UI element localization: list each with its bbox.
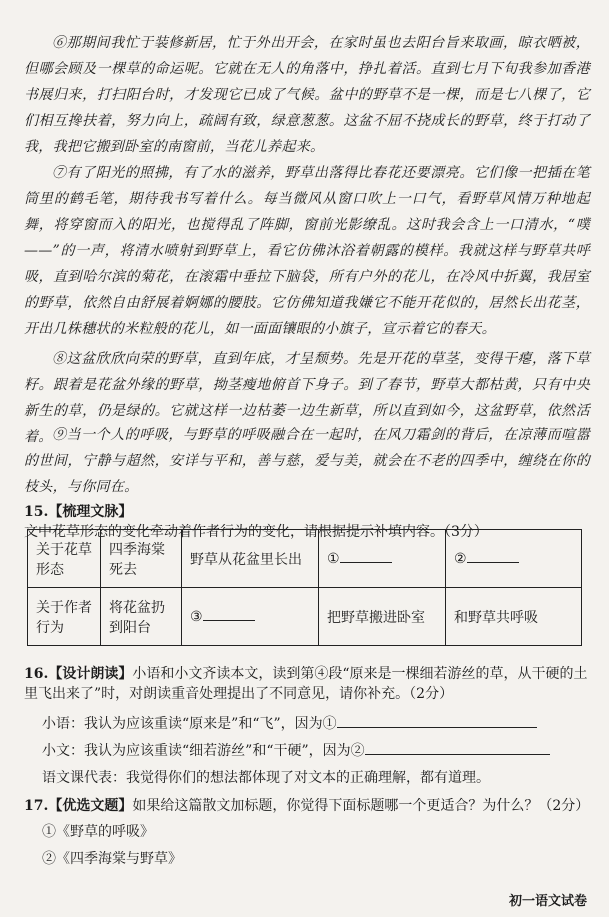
answer-blank-1[interactable] [340, 550, 392, 563]
passage-paragraph-7: ⑦有了阳光的照拂，有了水的滋养，野草出落得比春花还要漂亮。它们像一把插在笔筒里的鹤毛笔，期待我书写着什么。每当微风从窗口吹上一口气，看野草风情万种地起舞，将穿窗而入的阳光，也搅得乱了阵脚，窗前光影缭乱。这时我会含上一口清水，“噗——”的一声，将清水喷射到野草上，看它仿佛沐浴着朝露的模样。我就这样与野草共呼吸，直到哈尔滨的菊花，在滚霜中垂拉下脑袋，所有户外的花儿，在冷风中折翼，我居室的野草，依然自由舒展着婀娜的腰肢。它仿佛知道我嫌它不能开花似的，居然长出花茎，开出几株穗状的米粒般的花儿，如一面面镶眼的小旗子，宣示着它的春天。 [24, 165, 590, 337]
answer-cell-1[interactable] [319, 530, 446, 588]
table-cell: 和野草共呼吸 [446, 588, 582, 646]
xiaowen-text: 小文：我认为应该重读“细若游丝”和“干硬”，因为② [42, 743, 365, 759]
question-17 [24, 796, 594, 816]
question-17-option-2: ②《四季海棠与野草》 [42, 851, 182, 867]
question-16-tag: 16.【设计朗读】 [24, 666, 133, 682]
question-17-option-1: ①《野草的呼吸》 [42, 824, 154, 840]
answer-blank-q16-1[interactable] [337, 715, 537, 728]
question-17-tag: 17.【优选文题】 [24, 798, 133, 814]
answer-blank-3[interactable] [203, 608, 255, 621]
question-15-text: 文中花草形态的变化牵动着作者行为的变化，请根据提示补填内容。（3分） [24, 524, 488, 540]
table-cell: 四季海棠死去 [101, 530, 182, 588]
table-row [28, 530, 582, 588]
blank-label-2: ② [454, 551, 467, 567]
answer-cell-2[interactable] [446, 530, 582, 588]
table-row [28, 588, 582, 646]
table-cell: 将花盆扔到阳台 [101, 588, 182, 646]
answer-blank-q16-2[interactable] [365, 742, 550, 755]
answer-blank-2[interactable] [467, 550, 519, 563]
passage-paragraph-9: ⑨当一个人的呼吸，与野草的呼吸融合在一起时，在风刀霜剑的背后，在凉薄而喧嚣的世间，宁静与超然，安详与平和，善与慈，爱与美，就会在不老的四季中，缠绕在你的枝头，与你同在。 [24, 427, 590, 495]
blank-label-1: ① [327, 551, 340, 567]
question-16 [24, 664, 594, 704]
table-cell: 把野草搬进卧室 [319, 588, 446, 646]
question-17-text: 如果给这篇散文加标题，你觉得下面标题哪一个更适合？为什么？（2分） [132, 798, 590, 814]
table-row-header: 关于花草形态 [28, 530, 101, 588]
xiaoyu-answer-line [42, 714, 592, 734]
question-15-table [27, 529, 582, 646]
xiaowen-answer-line [42, 741, 592, 761]
table-cell: 野草从花盆里长出 [182, 530, 319, 588]
blank-label-3: ③ [190, 609, 203, 625]
xiaoyu-text: 小语：我认为应该重读“原来是”和“飞”，因为① [42, 716, 337, 732]
passage-paragraph-6: ⑥那期间我忙于装修新居，忙于外出开会，在家时虽也去阳台旨来取画，晾衣晒被，但哪会顾及一棵草的命运呢。它就在无人的角落中，挣扎着活。直到七月下旬我参加香港书展归来，打扫阳台时，才发现它已成了气候。盆中的野草不是一棵，而是七八棵了，它们相互搀扶着，努力向上，疏阔有致，绿意葱葱。这盆不屈不挠成长的野草，终于打动了我，我把它搬到卧室的南窗前，当花儿养起来。 [24, 35, 590, 155]
question-16-text: 小语和小文齐读本文，读到第④段“原来是一棵细若游丝的草，从干硬的土里飞出来了”时，对朗读重音处理提出了不同意见，请你补充。（2分） [24, 666, 588, 702]
passage-paragraph-8: ⑧这盆欣欣向荣的野草，直到年底，才呈颓势。先是开花的草茎，变得干瘪，落下草籽。跟着是花盆外缘的野草，拗茎瘦地俯首下身子。到了春节，野草大都枯黄，只有中央新生的草，仍是绿的。它就这样一边枯萎一边生新草，所以直到如今，这盆野草，依然活着。 [24, 351, 590, 445]
question-15-tag: 15.【梳理文脉】 [24, 504, 133, 520]
answer-cell-3[interactable] [182, 588, 319, 646]
teacher-comment: 语文课代表：我觉得你们的想法都体现了对文本的正确理解，都有道理。 [42, 770, 490, 786]
page-footer: 初一语文试卷 [508, 894, 587, 909]
table-row-header: 关于作者行为 [28, 588, 101, 646]
